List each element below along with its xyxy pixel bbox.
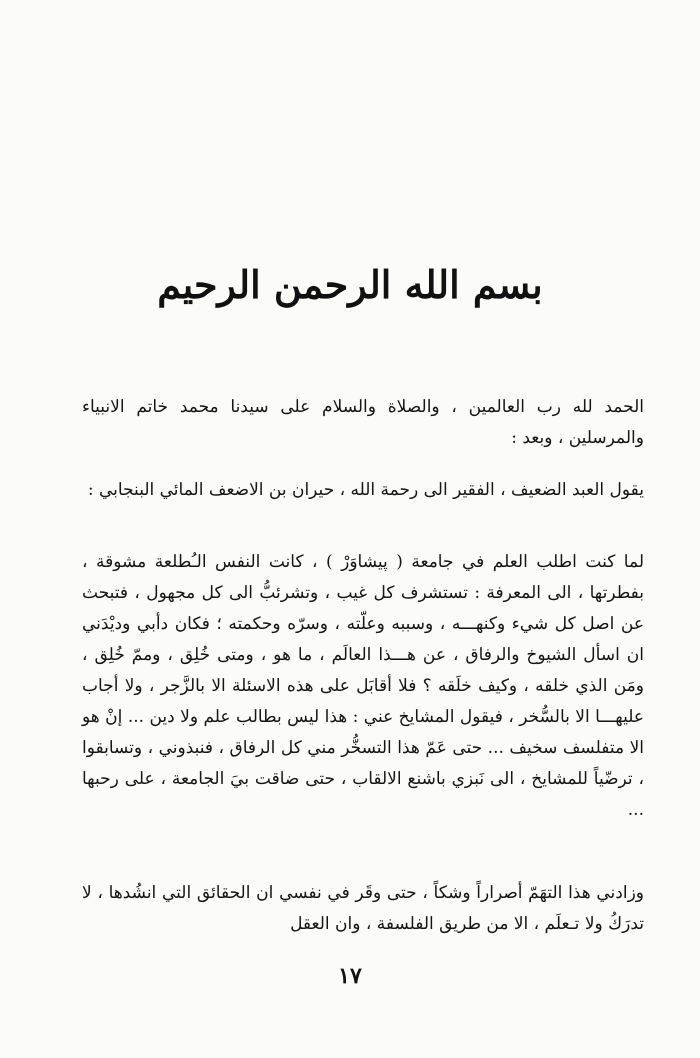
- paragraph-author-intro: [82, 475, 644, 506]
- paragraph-text: وزادني هذا التهَمّ أصراراً وشكاً ، حتى وقَر في نفسي ان الحقائق التي انشُدها ، لا تدرَكُ ولا تـعلَم ، الا من طريق الفلسفة ، وان العقل: [82, 883, 644, 934]
- paragraph-text: لما كنت اطلب العلم في جامعة ( پيشاوَرْ ) ، كانت النفس الـُطلعة مشوقة ، بفطرتها ، الى المعرفة : تستشرف كل غيب ، وتشرئبُّ الى كل مجهول ، فتبحث عن اصل كل شيء وكنهـــه ، وسببه وعلّته ، وسرّه وحكمته ؛ فكان دأبي وديْدَني ان اسأل الشيوخ والرفاق ، عن هـــذا العالَم ، ما هو ، ومتى خُلِق ، وممّ خُلِق ، ومَن الذي خلقه ، وكيف خلَقه ؟ فلا أقابَل على هذه الاسئلة الا بالزَّجر ، ولا أجاب عليهـــا الا بالسُّخر ، فيقول المشايخ عني : هذا ليس بطالب علم ولا دين ... إنْ هو الا متفلسف سخيف ... حتى عَمّ هذا التسخُّر مني كل الرفاق ، فنبذوني ، وتسابقوا ، ترضّياً للمشايخ ، الى نَبزي باشنع الالقاب ، حتى ضاقت بيَ الجامعة ، على رحبها ...: [82, 552, 644, 820]
- page-number: ١٧: [338, 963, 362, 989]
- paragraph-text: الحمد لله رب العالمين ، والصلاة والسلام على سيدنا محمد خاتم الانبياء والمرسلين ، وبعد :: [82, 397, 644, 448]
- paragraph-continuation: [82, 878, 644, 940]
- basmala-heading: بسم الله الرحمن الرحيم: [157, 262, 543, 307]
- paragraph-opening-praise: [82, 392, 644, 454]
- paragraph-narrative: [82, 547, 644, 826]
- paragraph-text: يقول العبد الضعيف ، الفقير الى رحمة الله ، حيران بن الاضعف المائي البنجابي :: [87, 480, 644, 500]
